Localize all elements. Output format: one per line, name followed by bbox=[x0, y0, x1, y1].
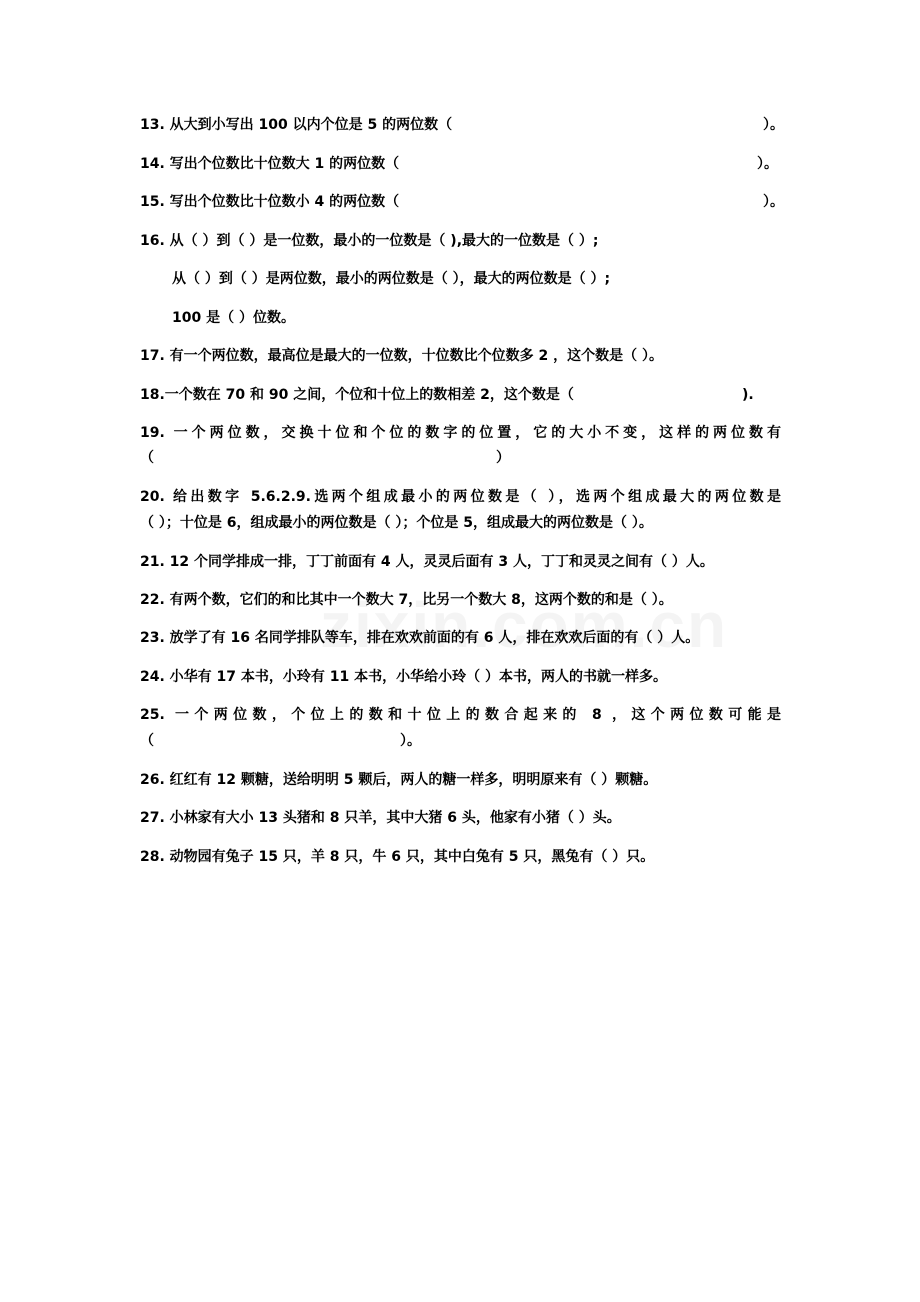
question-20-line-2: （ ）；十位是 6，组成最小的两位数是（ ）；个位是 5，组成最大的两位数是（ ）。 bbox=[140, 515, 653, 531]
question-28: 28. 动物园有兔子 15 只，羊 8 只，牛 6 只，其中白兔有 5 只，黑兔有（ ）只。 bbox=[140, 849, 655, 865]
question-15: 15. 写出个位数比十位数小 4 的两位数（ bbox=[140, 194, 400, 210]
question-23: 23. 放学了有 16 名同学排队等车，排在欢欢前面的有 6 人，排在欢欢后面的有（ ）人。 bbox=[140, 630, 700, 646]
question-19-close: ） bbox=[496, 450, 510, 466]
question-15-close: ）。 bbox=[763, 194, 784, 210]
question-19-open: （ bbox=[140, 450, 154, 466]
question-16-line-3: 100 是（ ）位数。 bbox=[172, 310, 295, 326]
question-14-close: ）。 bbox=[757, 156, 778, 172]
question-25-open: （ bbox=[140, 733, 154, 749]
question-24: 24. 小华有 17 本书，小玲有 11 本书，小华给小玲（ ）本书，两人的书就一样多。 bbox=[140, 669, 668, 685]
question-16-line-1: 16. 从（ ）到（ ）是一位数，最小的一位数是（ ),最大的一位数是（ ）; bbox=[140, 233, 599, 249]
question-13-close: ）。 bbox=[763, 117, 784, 133]
question-25-close: ）。 bbox=[400, 733, 421, 749]
question-20-line-1: 20. 给出数字 5.6.2.9.选两个组成最小的两位数是（ ），选两个组成最大的两位数是 bbox=[140, 489, 781, 505]
question-22: 22. 有两个数，它们的和比其中一个数大 7，比另一个数大 8，这两个数的和是（ ）。 bbox=[140, 592, 673, 608]
question-25-line-1: 25. 一个两位数，个位上的数和十位上的数合起来的 8 ，这个两位数可能是 bbox=[140, 707, 781, 723]
question-27: 27. 小林家有大小 13 头猪和 8 只羊，其中大猪 6 头，他家有小猪（ ）头。 bbox=[140, 810, 621, 826]
question-26: 26. 红红有 12 颗糖，送给明明 5 颗后，两人的糖一样多，明明原来有（ ）颗糖。 bbox=[140, 772, 658, 788]
question-17: 17. 有一个两位数，最高位是最大的一位数，十位数比个位数多 2 ，这个数是（ ）。 bbox=[140, 348, 664, 364]
question-16-line-2: 从（ ）到（ ）是两位数，最小的两位数是（ ），最大的两位数是（ ）; bbox=[172, 271, 611, 287]
question-14: 14. 写出个位数比十位数大 1 的两位数（ bbox=[140, 156, 400, 172]
question-19-line-1: 19. 一个两位数，交换十位和个位的数字的位置，它的大小不变，这样的两位数有 bbox=[140, 425, 781, 441]
question-18-close: ). bbox=[742, 387, 754, 403]
question-18: 18.一个数在 70 和 90 之间，个位和十位上的数相差 2，这个数是（ bbox=[140, 387, 574, 403]
question-21: 21. 12 个同学排成一排，丁丁前面有 4 人，灵灵后面有 3 人，丁丁和灵灵之间有（ ）人。 bbox=[140, 554, 714, 570]
question-13: 13. 从大到小写出 100 以内个位是 5 的两位数（ bbox=[140, 117, 453, 133]
